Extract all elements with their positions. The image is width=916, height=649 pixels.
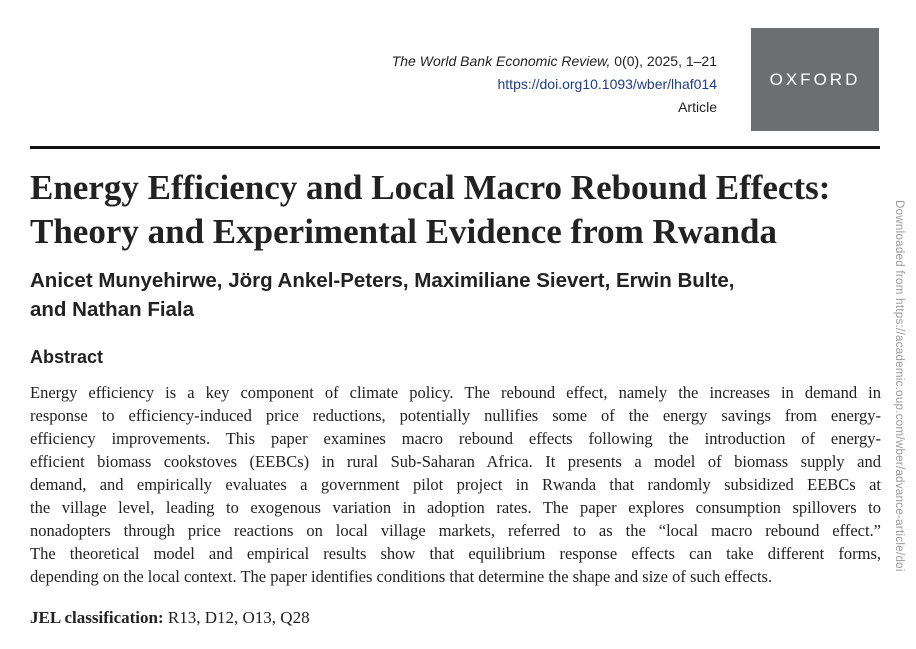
journal-citation	[392, 50, 717, 73]
abstract-line: response to efficiency-induced price reductions, potentially nullifies some of the energy savings from energy-	[30, 406, 881, 425]
author-line: and Nathan Fiala	[30, 298, 195, 321]
abstract-line: efficiency improvements. This paper examines macro rebound effects following the introduction of energy-	[30, 429, 881, 448]
abstract-line: depending on the local context. The paper identifies conditions that determine the shape and size of such effects.	[30, 567, 773, 586]
abstract-line: the village level, leading to exogenous variation in adoption rates. The paper explores consumption spillovers to	[30, 498, 881, 517]
author-line: Anicet Munyehirwe, Jörg Ankel-Peters, Maximiliane Sievert, Erwin Bulte,	[30, 269, 735, 292]
article-type: Article	[678, 99, 717, 115]
oxford-logo-text: OXFORD	[769, 69, 861, 89]
title-line: Theory and Experimental Evidence from Rwanda	[30, 212, 777, 251]
abstract-body	[30, 381, 881, 588]
journal-name: The World Bank Economic Review,	[391, 53, 611, 69]
title-line: Energy Efficiency and Local Macro Rebound Effects:	[30, 168, 831, 207]
jel-codes: R13, D12, O13, Q28	[167, 608, 310, 627]
jel-label: JEL classification:	[30, 608, 164, 627]
abstract-line: nonadopters through price reactions on local village markets, referred to as the “local macro rebound effect.”	[30, 521, 881, 540]
abstract-line: demand, and empirically evaluates a government pilot project in Rwanda that randomly subsidized EEBCs at	[30, 475, 881, 494]
jel-classification	[30, 608, 310, 628]
doi-link[interactable]: https://doi.org10.1093/wber/lhaf014	[497, 76, 717, 92]
author-list	[30, 266, 890, 324]
abstract-line: The theoretical model and empirical results show that equilibrium response effects can take different forms,	[30, 544, 881, 563]
journal-issue: 0(0), 2025, 1–21	[614, 53, 717, 69]
download-watermark	[893, 200, 913, 649]
abstract-heading: Abstract	[30, 347, 104, 367]
download-watermark-text: Downloaded from https://academic.oup.com/wber/advance-article/doi	[893, 200, 905, 572]
header-divider	[30, 146, 880, 149]
abstract-line: Energy efficiency is a key component of climate policy. The rebound effect, namely the increases in demand in	[30, 383, 881, 402]
oxford-logo	[751, 28, 879, 131]
paper-title	[30, 166, 890, 254]
abstract-line: efficient biomass cookstoves (EEBCs) in rural Sub-Saharan Africa. It presents a model of biomass supply and	[30, 452, 881, 471]
journal-header	[392, 50, 717, 119]
